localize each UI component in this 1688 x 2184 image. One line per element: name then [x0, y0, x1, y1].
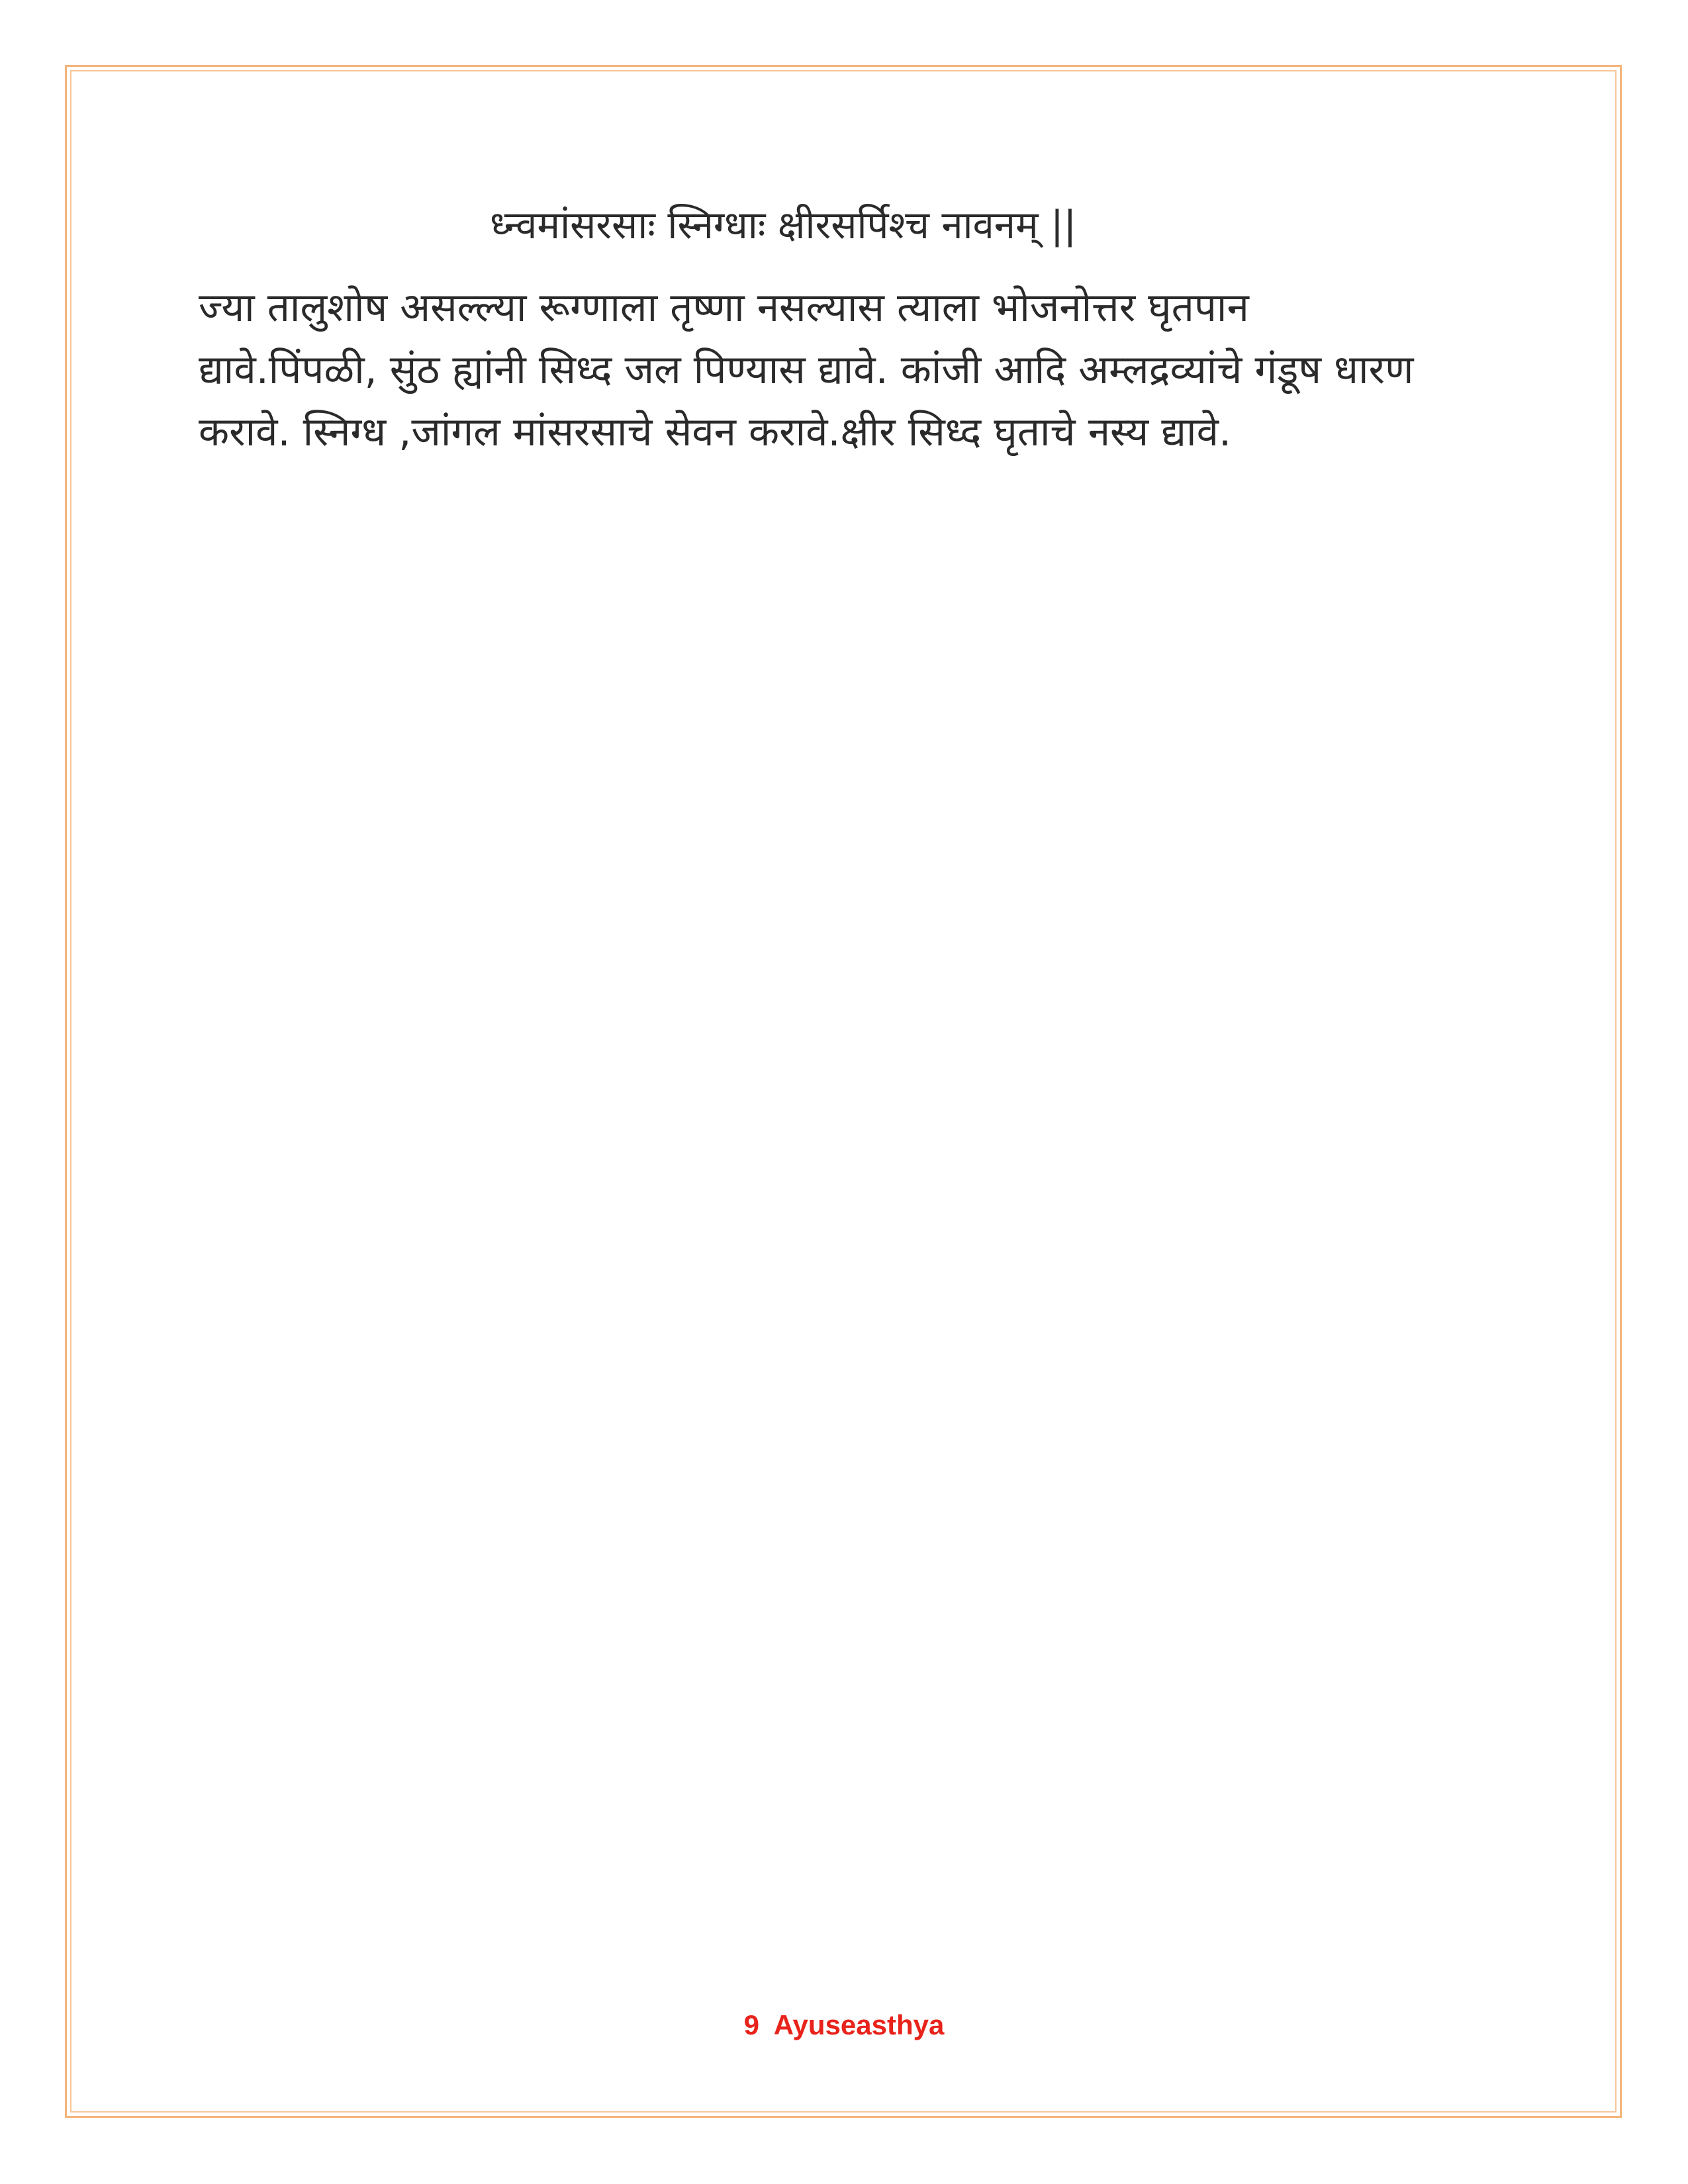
- body-paragraph: [199, 277, 1509, 463]
- sanskrit-verse: ध्न्वमांसरसाः स्निग्धाः क्षीरसर्पिश्च नावनम् ||: [490, 203, 1077, 248]
- paragraph-line: करावे. स्निग्ध ,जांगल मांसरसाचे सेवन करावे.क्षीर सिध्द घृताचे नस्य द्यावे.: [199, 409, 1232, 455]
- page-footer: 9 Ayuseasthya: [743, 2009, 945, 2040]
- paragraph-line: ज्या तालुशोष असल्ल्या रूग्णाला तृष्णा नसल्यास त्याला भोजनोत्तर घृतपान: [199, 285, 1249, 331]
- paragraph-line: द्यावे.पिंपळी, सुंठ ह्यांनी सिध्द जल पिण्यास द्यावे. कांजी आदि अम्लद्रव्यांचे गंडूष धारण: [199, 347, 1414, 393]
